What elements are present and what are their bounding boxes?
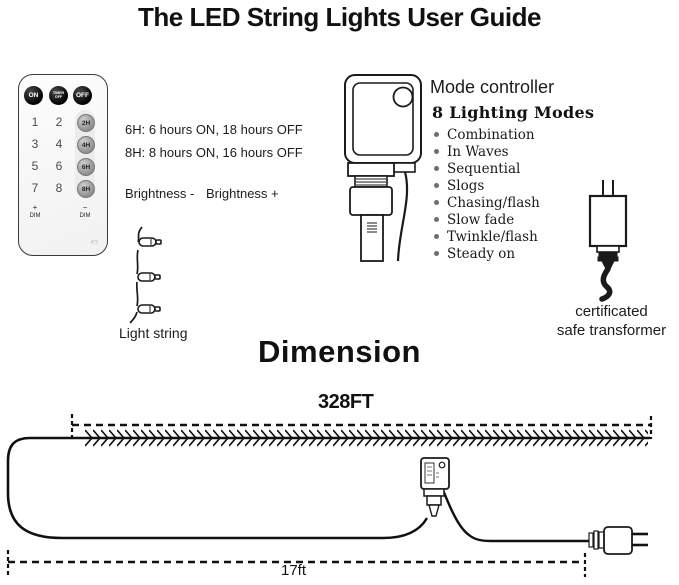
inline-controller [421, 458, 449, 516]
plus-icon: + [32, 203, 38, 212]
remote-number-6: 6 [55, 159, 63, 173]
remote-number-2: 2 [55, 115, 63, 129]
dim-plus-label: DIM [29, 213, 41, 220]
bullet-icon [434, 132, 439, 137]
transformer-label-line2: safe transformer [556, 321, 667, 339]
remote-number-7: 7 [31, 181, 39, 195]
remote-4h-button: 4H [77, 136, 95, 154]
remote-off-button [73, 86, 92, 105]
transformer-illustration [583, 176, 663, 304]
bullet-icon [434, 166, 439, 171]
remote-dim-minus [75, 203, 95, 221]
mode-item [434, 177, 540, 194]
mode-controller-illustration [335, 63, 435, 263]
bullet-icon [434, 200, 439, 205]
remote-off-label: OFF [76, 92, 89, 99]
mode-label: In Waves [447, 143, 509, 160]
timer-info-6h: 6H: 6 hours ON, 18 hours OFF [125, 122, 303, 137]
mode-label: Chasing/flash [447, 194, 540, 211]
remote-number-8: 8 [55, 181, 63, 195]
remote-8h-button: 8H [77, 180, 95, 198]
bullet-icon [434, 183, 439, 188]
remote-dim-plus [25, 203, 45, 221]
mode-label: Slogs [447, 177, 485, 194]
remote-number-1: 1 [31, 115, 39, 129]
remote-number-4: 4 [55, 137, 63, 151]
mode-item [434, 126, 540, 143]
dimension-heading: Dimension [258, 334, 421, 369]
mode-controller-title: Mode controller [430, 77, 555, 97]
remote-on-label: ON [28, 92, 39, 99]
remote-control-illustration [18, 74, 108, 256]
bullet-icon [434, 149, 439, 154]
mode-label: Sequential [447, 160, 521, 177]
lighting-modes-list [434, 126, 540, 262]
light-string-illustration [115, 224, 215, 324]
mode-item [434, 245, 540, 262]
transformer-label-line1: certificated [575, 303, 648, 320]
remote-number-3: 3 [31, 137, 39, 151]
mode-item [434, 211, 540, 228]
bullet-icon [434, 217, 439, 222]
lead-17ft-label: 17ft [281, 562, 307, 579]
remote-timer-off-label: TIMER OFF [52, 90, 65, 99]
outlet-plug [589, 527, 648, 554]
timer-info-8h: 8H: 8 hours ON, 16 hours OFF [125, 145, 303, 160]
mode-label: Twinkle/flash [447, 228, 538, 245]
mode-item [434, 194, 540, 211]
remote-timer-off-button [49, 86, 68, 105]
remote-number-5: 5 [31, 159, 39, 173]
page-title: The LED String Lights User Guide [138, 2, 541, 32]
remote-2h-button: 2H [77, 114, 95, 132]
dimension-diagram [0, 385, 679, 585]
mode-item [434, 228, 540, 245]
minus-icon: − [82, 203, 88, 212]
bullet-icon [434, 251, 439, 256]
bullet-icon [434, 234, 439, 239]
remote-footnote: 4*2 [90, 240, 98, 246]
remote-6h-button: 6H [77, 158, 95, 176]
dim-minus-label: DIM [79, 213, 91, 220]
remote-timer-button-group [75, 110, 95, 198]
lighting-modes-heading: 8 Lighting Modes [432, 103, 595, 122]
mode-item [434, 160, 540, 177]
mode-label: Slow fade [447, 211, 515, 228]
mode-label: Combination [447, 126, 535, 143]
remote-on-button [24, 86, 43, 105]
mode-label: Steady on [447, 245, 516, 262]
length-328ft-label: 328FT [318, 391, 374, 413]
mode-item [434, 143, 540, 160]
brightness-minus-label: Brightness - [125, 186, 195, 201]
brightness-plus-label: Brightness + [206, 186, 279, 201]
light-string-label: Light string [119, 325, 188, 341]
